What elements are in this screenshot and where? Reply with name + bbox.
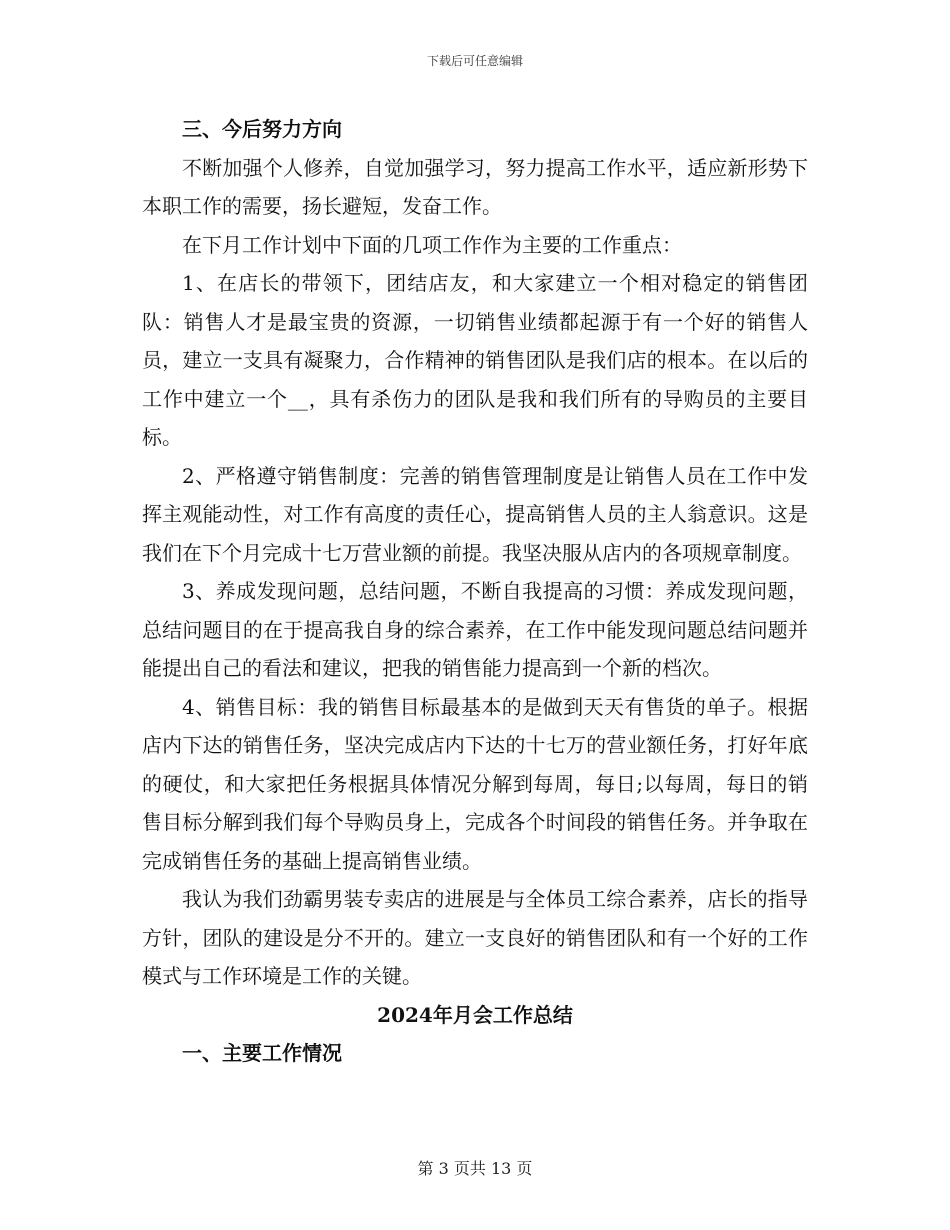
paragraph-item-2-rules: 2、严格遵守销售制度：完善的销售管理制度是让销售人员在工作中发挥主观能动性，对工作有高度的责任心，提高销售人员的主人翁意识。这是我们在下个月完成十七万营业额的前提。我坚决服从店内的各项规章制度。 xyxy=(142,463,808,565)
page-header: 下载后可任意编辑 xyxy=(426,54,523,68)
paragraph-item-3-habits: 3、养成发现问题，总结问题，不断自我提高的习惯：养成发现问题，总结问题目的在于提高我自身的综合素养，在工作中能发现问题总结问题并能提出自己的看法和建议，把我的销售能力提高到一个新的档次。 xyxy=(142,579,808,680)
section-heading-main-work: 一、主要工作情况 xyxy=(182,1041,342,1065)
paragraph-work-focus-intro: 在下月工作计划中下面的几项工作作为主要的工作重点： xyxy=(182,232,682,257)
document-body xyxy=(142,110,808,1073)
document-title: 2024年月会工作总结 xyxy=(377,1002,573,1027)
section-heading-future-direction: 三、今后努力方向 xyxy=(182,117,342,141)
paragraph-conclusion: 我认为我们劲霸男装专卖店的进展是与全体员工综合素养，店长的指导方针，团队的建设是分不开的。建立一支良好的销售团队和有一个好的工作模式与工作环境是工作的关键。 xyxy=(142,887,808,988)
paragraph-self-improvement: 不断加强个人修养，自觉加强学习，努力提高工作水平，适应新形势下本职工作的需要，扬长避短，发奋工作。 xyxy=(142,155,808,218)
page-number-footer: 第 3 页共 13 页 xyxy=(417,1159,533,1178)
paragraph-item-4-sales-goal: 4、销售目标：我的销售目标最基本的是做到天天有售货的单子。根据店内下达的销售任务，坚决完成店内下达的十七万的营业额任务，打好年底的硬仗，和大家把任务根据具体情况分解到每周，每日;以每周，每日的销售目标分解到我们每个导购员身上，完成各个时间段的销售任务。并争取在完成销售任务的基础上提高销售业绩。 xyxy=(142,694,808,873)
paragraph-item-1-team: 1、在店长的带领下，团结店友，和大家建立一个相对稳定的销售团队：销售人才是最宝贵的资源，一切销售业绩都起源于有一个好的销售人员，建立一支具有凝聚力，合作精神的销售团队是我们店的根本。在以后的工作中建立一个__，具有杀伤力的团队是我和我们所有的导购员的主要目标。 xyxy=(142,271,808,449)
